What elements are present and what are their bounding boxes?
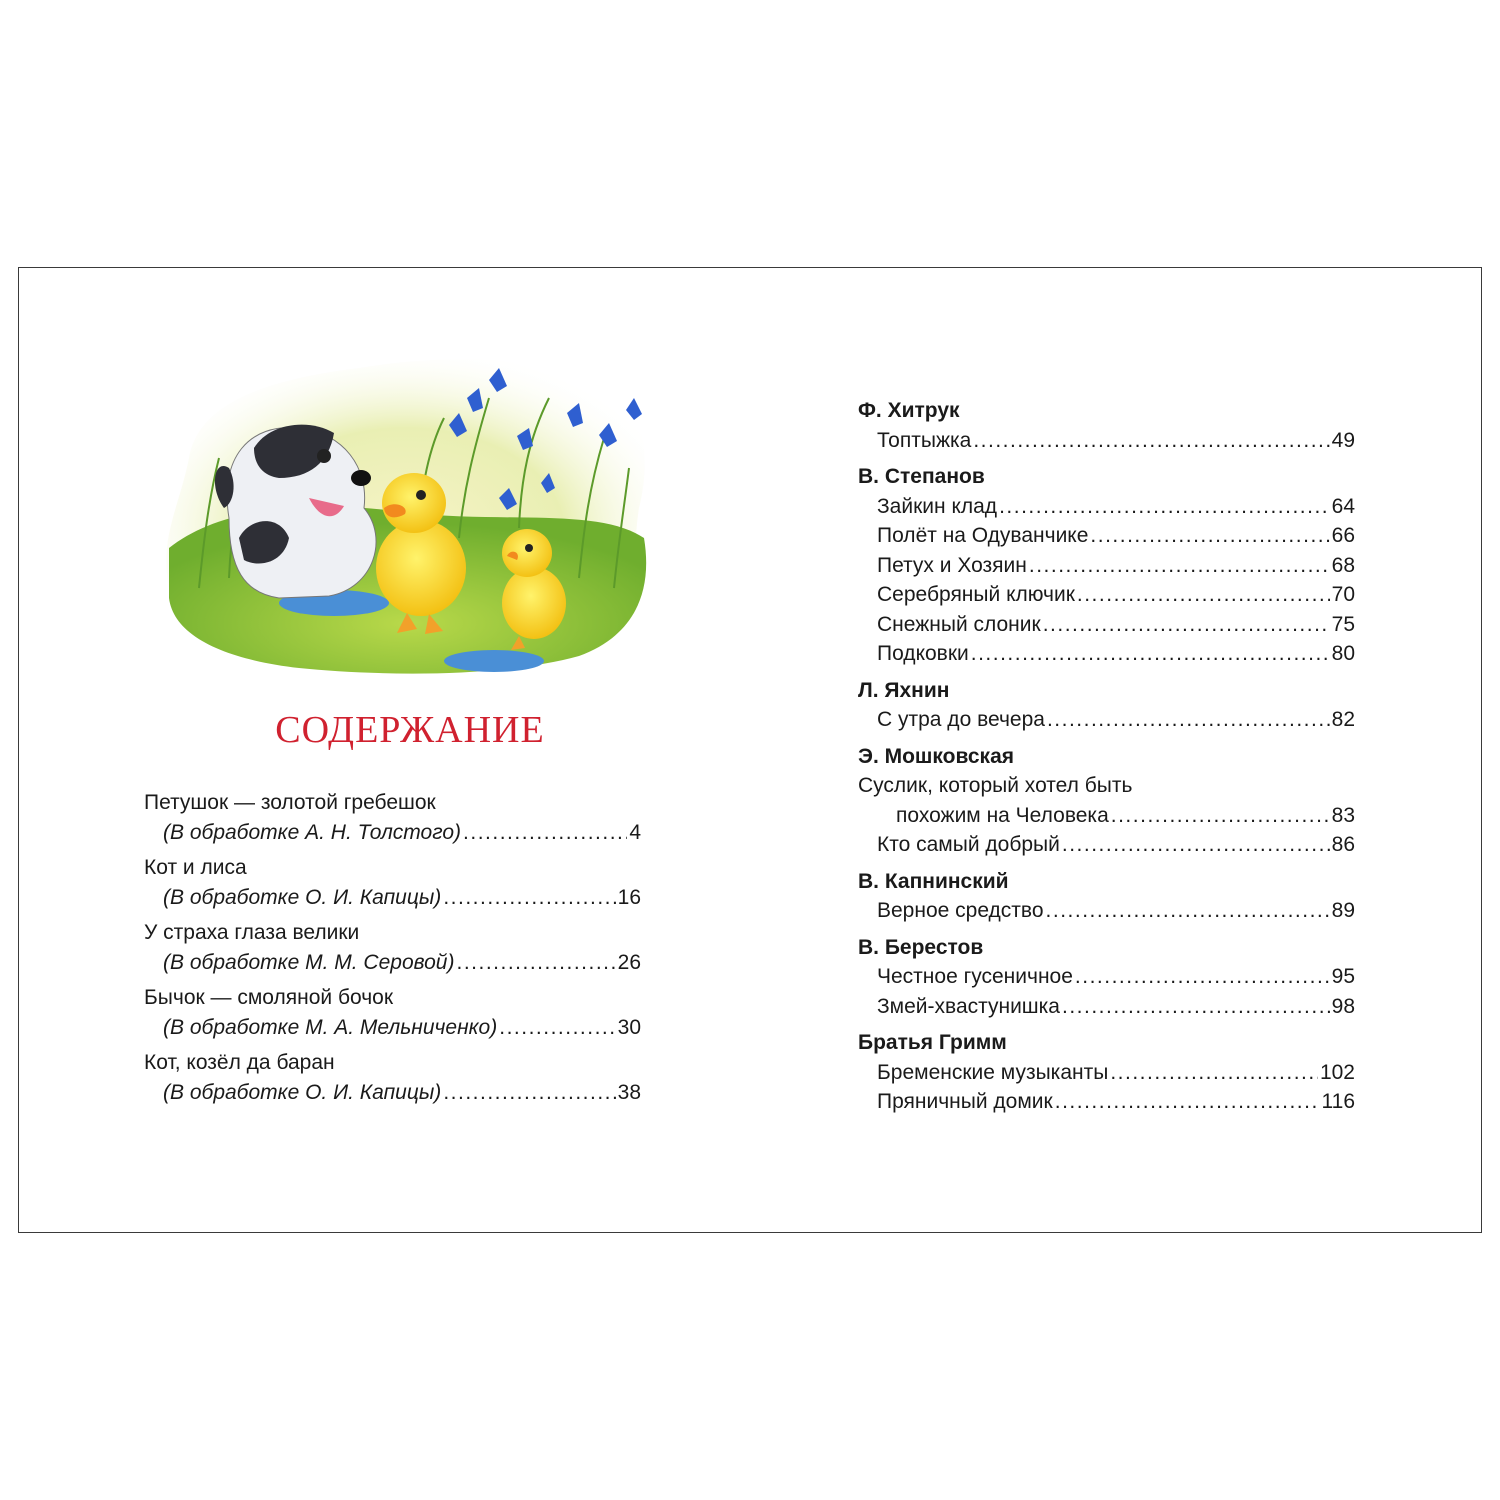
toc-page-number: 26 bbox=[617, 950, 641, 974]
dot-leader bbox=[443, 883, 615, 913]
toc-page-number: 82 bbox=[1331, 708, 1355, 731]
toc-entry-line bbox=[858, 492, 1355, 522]
dot-leader bbox=[1090, 521, 1329, 551]
toc-page-number: 38 bbox=[617, 1080, 641, 1104]
toc-entry-title: Петушок — золотой гребешок bbox=[144, 791, 436, 814]
toc-entry-title: Пряничный домик bbox=[877, 1090, 1053, 1113]
toc-entry-title: Суслик, который хотел быть bbox=[858, 774, 1133, 797]
toc-entry-line bbox=[858, 962, 1355, 992]
toc-page-number: 80 bbox=[1331, 642, 1355, 665]
toc-entry-line bbox=[144, 948, 641, 978]
toc-entry-title: Зайкин клад bbox=[877, 494, 998, 518]
toc-page-number: 68 bbox=[1331, 553, 1355, 577]
toc-page-number: 49 bbox=[1331, 428, 1355, 452]
toc-entry-title: Кто самый добрый bbox=[877, 833, 1060, 856]
toc-author: Э. Мошковская bbox=[858, 744, 1015, 768]
dot-leader bbox=[1077, 580, 1330, 610]
toc-entry-line bbox=[144, 883, 641, 913]
toc-entry bbox=[144, 788, 641, 847]
dot-leader bbox=[1062, 830, 1330, 860]
toc-author: Ф. Хитрук bbox=[858, 399, 960, 422]
toc-page-number: 75 bbox=[1331, 612, 1355, 636]
toc-author: В. Капнинский bbox=[858, 869, 1009, 893]
toc-entry bbox=[144, 918, 641, 977]
toc-entry-title: Снежный слоник bbox=[877, 612, 1041, 636]
dot-leader bbox=[1047, 705, 1330, 735]
toc-entry-note: (В обработке М. М. Серовой) bbox=[163, 950, 455, 974]
toc-entry-line bbox=[858, 896, 1355, 926]
toc-entry-title: Верное средство bbox=[877, 899, 1044, 922]
toc-entry-title: Бычок — смоляной бочок bbox=[144, 986, 394, 1009]
toc-entry-line bbox=[858, 426, 1355, 456]
toc-author: В. Берестов bbox=[858, 935, 984, 959]
toc-entry-title: Петух и Хозяин bbox=[877, 553, 1027, 577]
toc-entry-line bbox=[858, 830, 1355, 860]
toc-entry-note: (В обработке О. И. Капицы) bbox=[163, 1080, 442, 1104]
toc-page-number: 95 bbox=[1331, 965, 1355, 988]
dot-leader bbox=[1111, 801, 1330, 831]
toc-page-number: 86 bbox=[1331, 833, 1355, 856]
book-spread bbox=[18, 267, 1482, 1233]
toc-entry-line bbox=[858, 705, 1355, 735]
toc-entry-title: Серебряный ключик bbox=[877, 583, 1075, 606]
toc-entry-line bbox=[144, 1078, 641, 1108]
toc-page-number: 70 bbox=[1331, 583, 1355, 606]
toc-page-number: 4 bbox=[629, 820, 641, 844]
toc-right-column bbox=[858, 396, 1355, 1117]
toc-entry-title: У страха глаза велики bbox=[144, 921, 360, 944]
toc-entry-title: С утра до вечера bbox=[877, 708, 1045, 731]
toc-entry-line bbox=[858, 580, 1355, 610]
toc-entry-title: Полёт на Одуванчике bbox=[877, 524, 1089, 547]
toc-entry-note: (В обработке О. И. Капицы) bbox=[163, 885, 442, 909]
toc-entry-title: Кот, козёл да баран bbox=[144, 1051, 335, 1074]
puppy-and-ducklings-illustration bbox=[159, 338, 659, 683]
toc-page-number: 89 bbox=[1331, 899, 1355, 922]
toc-author: Л. Яхнин bbox=[858, 678, 950, 702]
toc-entry-line bbox=[858, 639, 1355, 669]
toc-entry-title: Честное гусеничное bbox=[877, 965, 1073, 988]
toc-entry-line bbox=[858, 551, 1355, 581]
dot-leader bbox=[1046, 896, 1330, 926]
toc-page-number: 66 bbox=[1331, 524, 1355, 547]
toc-entry-title-continuation: похожим на Человека bbox=[896, 803, 1109, 827]
toc-entry-line bbox=[858, 521, 1355, 551]
dot-leader bbox=[443, 1078, 615, 1108]
toc-entry-title: Бременские музыканты bbox=[877, 1060, 1109, 1084]
toc-page-number: 98 bbox=[1331, 994, 1355, 1018]
toc-entry bbox=[144, 983, 641, 1042]
toc-entry-title: Подковки bbox=[877, 642, 969, 665]
dot-leader bbox=[1043, 610, 1330, 640]
toc-entry-note: (В обработке А. Н. Толстого) bbox=[163, 820, 462, 844]
toc-page-number: 16 bbox=[617, 885, 641, 909]
dot-leader bbox=[1110, 1058, 1318, 1088]
toc-entry-title: Кот и лиса bbox=[144, 856, 247, 879]
dot-leader bbox=[1055, 1087, 1320, 1117]
toc-entry-line bbox=[858, 1058, 1355, 1088]
dot-leader bbox=[1075, 962, 1330, 992]
toc-heading: СОДЕРЖАНИЕ bbox=[275, 709, 545, 751]
dot-leader bbox=[1062, 992, 1330, 1022]
toc-page-number: 83 bbox=[1331, 803, 1355, 827]
toc-author: В. Степанов bbox=[858, 465, 985, 488]
toc-entry bbox=[144, 1048, 641, 1107]
toc-page-number: 64 bbox=[1331, 494, 1355, 518]
toc-author: Братья Гримм bbox=[858, 1031, 1007, 1054]
toc-page-number: 102 bbox=[1319, 1060, 1355, 1084]
toc-entry-line bbox=[144, 1013, 641, 1043]
dot-leader bbox=[973, 426, 1329, 456]
toc-entry-line bbox=[858, 992, 1355, 1022]
toc-entry-note: (В обработке М. А. Мельниченко) bbox=[163, 1015, 498, 1039]
toc-page-number: 116 bbox=[1321, 1090, 1355, 1113]
dot-leader bbox=[499, 1013, 615, 1043]
toc-entry-title: Змей-хвастунишка bbox=[877, 994, 1060, 1018]
dot-leader bbox=[456, 948, 615, 978]
toc-entry-line bbox=[144, 818, 641, 848]
dot-leader bbox=[999, 492, 1330, 522]
toc-left-column bbox=[144, 788, 641, 1113]
dot-leader bbox=[463, 818, 627, 848]
dot-leader bbox=[1029, 551, 1330, 581]
toc-page-number: 30 bbox=[617, 1015, 641, 1039]
toc-entry bbox=[144, 853, 641, 912]
toc-entry-line bbox=[858, 1087, 1355, 1117]
toc-entry-line bbox=[858, 610, 1355, 640]
toc-entry-title: Топтыжка bbox=[877, 428, 972, 452]
dot-leader bbox=[971, 639, 1330, 669]
toc-entry-line bbox=[858, 801, 1355, 831]
